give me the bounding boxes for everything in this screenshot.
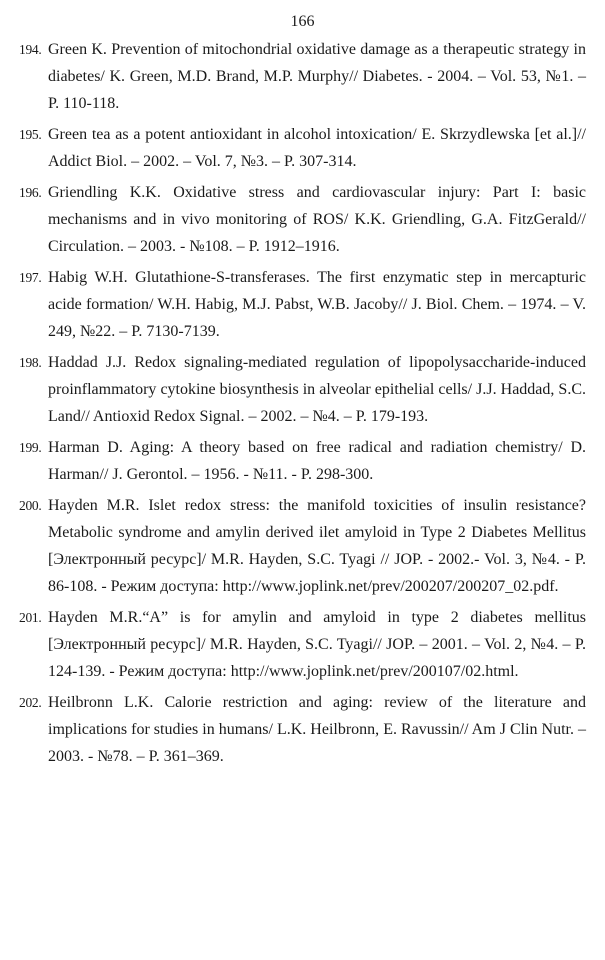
- reference-list: [19, 36, 586, 774]
- reference-text: Green K. Prevention of mitochondrial oxidative damage as a therapeutic strategy in diabetes/ K. Green, M.D. Brand, M.P. Murphy// Diabetes. - 2004. – Vol. 53, №1. – P. 110-118.: [48, 41, 586, 112]
- reference-text: Green tea as a potent antioxidant in alcohol intoxication/ E. Skrzydlewska [et al.]// Addict Biol. – 2002. – Vol. 7, №3. – P. 307-314.: [48, 126, 586, 170]
- reference-item-194: [19, 36, 586, 117]
- reference-text: Harman D. Aging: A theory based on free radical and radiation chemistry/ D. Harman// J. Gerontol. – 1956. - №11. - P. 298-300.: [48, 439, 586, 483]
- reference-item-195: [19, 121, 586, 175]
- reference-number: 201.: [19, 610, 42, 625]
- reference-number: 200.: [19, 498, 42, 513]
- reference-number: 197.: [19, 270, 42, 285]
- reference-item-196: [19, 179, 586, 260]
- reference-text: Heilbronn L.K. Calorie restriction and aging: review of the literature and implications for studies in humans/ L.K. Heilbronn, E. Ravussin// Am J Clin Nutr. – 2003. - №78. – P. 361–369.: [48, 694, 586, 765]
- reference-text: Griendling K.K. Oxidative stress and cardiovascular injury: Part I: basic mechanisms and in vivo monitoring of ROS/ K.K. Griendling, G.A. FitzGerald// Circulation. – 2003. - №108. – P. 1912–1916.: [48, 184, 586, 255]
- reference-text: Hayden M.R. Islet redox stress: the manifold toxicities of insulin resistance? Metabolic syndrome and amylin derived ilet amyloid in Type 2 Diabetes Mellitus [Электронный ресурс]/ M.R. Hayden, S.C. Tyagi // JOP. - 2002.- Vol. 3, №4. - P. 86-108. - Режим доступа: http://www.joplink.net/prev/200207/200207_02.pdf.: [48, 497, 586, 595]
- reference-item-200: [19, 492, 586, 600]
- reference-number: 195.: [19, 127, 42, 142]
- reference-text: Haddad J.J. Redox signaling-mediated regulation of lipopolysaccharide-induced proinflammatory cytokine biosynthesis in alveolar epithelial cells/ J.J. Haddad, S.C. Land// Antioxid Redox Signal. – 2002. – №4. – P. 179-193.: [48, 354, 586, 425]
- reference-number: 196.: [19, 185, 42, 200]
- reference-item-198: [19, 349, 586, 430]
- page-number: 166: [290, 13, 315, 30]
- reference-item-202: [19, 689, 586, 770]
- reference-number: 198.: [19, 355, 42, 370]
- reference-text: Hayden M.R.“A” is for amylin and amyloid in type 2 diabetes mellitus [Электронный ресурс]/ M.R. Hayden, S.C. Tyagi// JOP. – 2001. – Vol. 2, №4. – P. 124-139. - Режим доступа: http://www.joplink.net/prev/200107/02.html.: [48, 609, 586, 680]
- reference-text: Habig W.H. Glutathione-S-transferases. The first enzymatic step in mercapturic acide formation/ W.H. Habig, M.J. Pabst, W.B. Jacoby// J. Biol. Chem. – 1974. – V. 249, №22. – P. 7130-7139.: [48, 269, 586, 340]
- reference-item-199: [19, 434, 586, 488]
- reference-item-197: [19, 264, 586, 345]
- reference-number: 202.: [19, 695, 42, 710]
- reference-item-201: [19, 604, 586, 685]
- reference-number: 194.: [19, 42, 42, 57]
- reference-number: 199.: [19, 440, 42, 455]
